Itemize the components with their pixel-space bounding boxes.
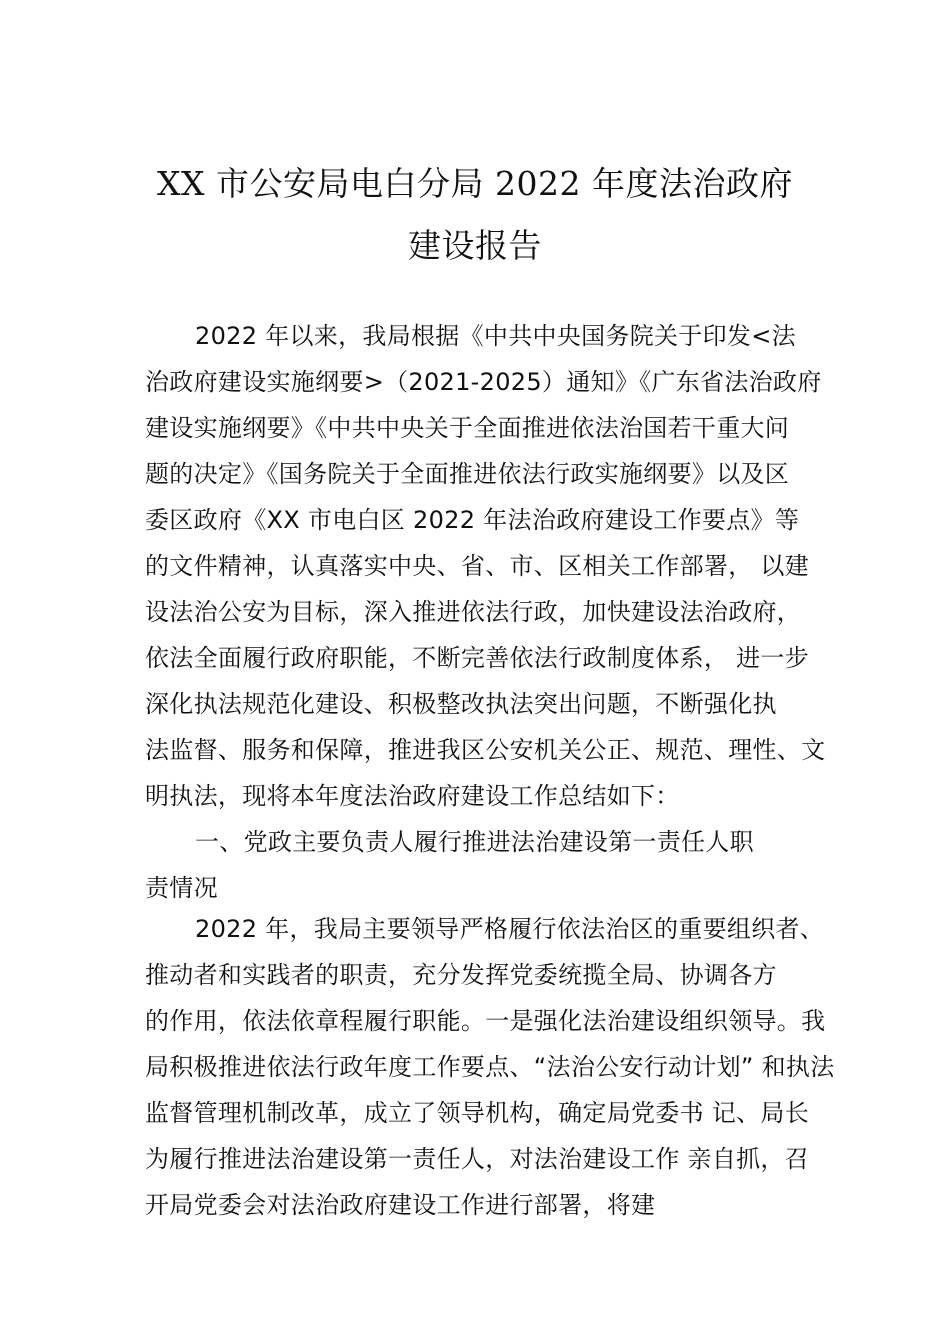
body-line: 的作用，依法依章程履行职能。一是强化法治建设组织领导。我 [145, 1007, 826, 1035]
body-line: 设法治公安为目标，深入推进依法行政，加快建设法治政府， [145, 598, 802, 626]
body-line: 为履行推进法治建设第一责任人，对法治建设工作 亲自抓，召 [145, 1145, 810, 1173]
body-line: 局积极推进依法行政年度工作要点、“法治公安行动计划” 和执法 [145, 1053, 835, 1081]
body-line: 推动者和实践者的职责，充分发挥党委统揽全局、协调各方 [145, 961, 777, 989]
body-line: 的文件精神，认真落实中央、省、市、区相关工作部署， 以建 [145, 552, 810, 580]
body-line: 明执法，现将本年度法治政府建设工作总结如下： [145, 782, 680, 810]
body-line: 开局党委会对法治政府建设工作进行部署，将建 [145, 1191, 656, 1219]
body-line: 监督管理机制改革，成立了领导机构，确定局党委书 记、局长 [145, 1099, 810, 1127]
body-line: 题的决定》《国务院关于全面推进依法行政实施纲要》以及区 [145, 460, 790, 488]
body-line: 委区政府《XX 市电白区 2022 年法治政府建设工作要点》等 [145, 506, 800, 534]
body-line: 2022 年以来，我局根据《中共中央国务院关于印发<法 [195, 322, 796, 350]
document-title-line-1: XX 市公安局电白分局 2022 年度法治政府 [157, 164, 793, 203]
document-title-line-2: 建设报告 [408, 226, 542, 265]
body-line: 建设实施纲要》《中共中央关于全面推进依法治国若干重大问 [145, 414, 790, 442]
body-line: 2022 年，我局主要领导严格履行依法治区的重要组织者、 [195, 915, 825, 943]
body-line: 依法全面履行政府职能，不断完善依法行政制度体系， 进一步 [145, 644, 810, 672]
section-heading-line: 一、党政主要负责人履行推进法治建设第一责任人职 [195, 828, 754, 856]
body-line: 治政府建设实施纲要>（2021-2025）通知》《广东省法治政府 [145, 368, 822, 396]
body-line: 深化执法规范化建设、积极整改执法突出问题，不断强化执 [145, 690, 777, 718]
section-heading-line: 责情况 [145, 874, 218, 902]
body-line: 法监督、服务和保障，推进我区公安机关公正、规范、理性、文 [145, 736, 826, 764]
